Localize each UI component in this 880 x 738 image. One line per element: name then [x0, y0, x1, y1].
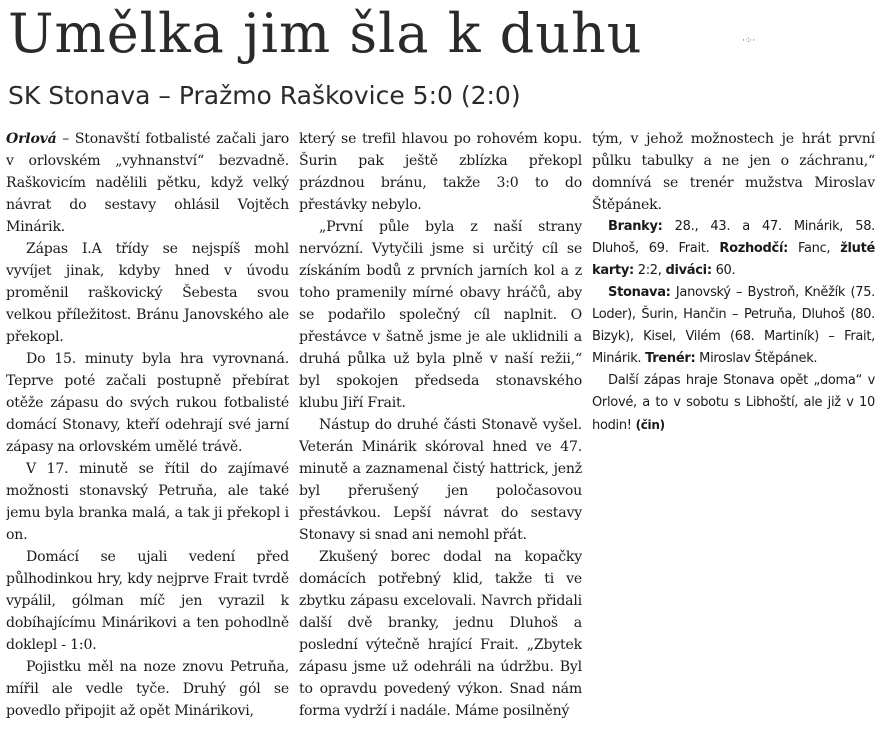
match-info-box [592, 216, 875, 437]
paragraph-8: Nástup do druhé části Stonavě vyšel. Veterán Minárik skóroval hned ve 47. minutě a zaznamenal čistý hattrick, jenž byl přerušený jen poločasovou přestávkou. Lepší návrat do sestavy Stonavy si snad ani nemohl přát. [299, 417, 582, 543]
paragraph-1-text: – Stonavští fotbalisté začali jaro v orlovském „vyhnanství“ bezvadně. Raškovicím nadělili pětku, když velký návrat do sestavy ohlásil Vojtěch Minárik. [6, 131, 289, 235]
referee-label: Rozhodčí: [719, 241, 789, 256]
spectators-text: 60. [711, 263, 736, 278]
article-body [6, 128, 876, 734]
paragraph-1 [6, 128, 289, 238]
headline: Umělka jim šla k duhu [8, 2, 643, 65]
lineup-label: Stonava: [608, 285, 671, 300]
paragraph-7: „První půle byla z naší strany nervózní. Vytyčili jsme si určitý cíl se získáním bodů z prvních jarních kol a z toho pramenily mírné obavy hráčů, aby se podařilo společný cíl naplnit. O přestávce v šatně jsme je ale uklidnili a druhá půlka už byla plně v naší režii,“ byl spokojen předseda stonavského klubu Jiří Frait. [299, 219, 582, 411]
referee-text: Fanc, [788, 241, 841, 256]
paragraph-3: Do 15. minuty byla hra vyrovnaná. Teprve poté začali postupně přebírat otěže zápasu do svých rukou fotbalisté domácí Stonavy, kteří odehrají své jarní zápasy na orlovském umělé trávě. [6, 351, 289, 455]
goals-label: Branky: [608, 219, 663, 234]
dateline: Orlová [6, 131, 57, 147]
coach-label: Trenér: [645, 351, 696, 366]
paragraph-6: který se trefil hlavou po rohovém kopu. Šurin pak ještě zblízka překopl prázdnou bránu, takže 3:0 to do přestávky nebylo. [299, 131, 582, 213]
yellow-cards-text: 2:2, [633, 263, 666, 278]
next-match-note [592, 370, 875, 437]
paragraph-9: Zkušený borec dodal na kopačky domácích potřebný klid, takže ti ve zbytku zápasu excelovali. Navrch přidali další dvě branky, jednu Dluhoš a poslední výtečně hrající Frait. „Zbytek zápasu jsme už odehráli na údržbu. Byl to opravdu povedený výkon. Snad nám forma vydrží i nadále. Máme posilněný [299, 549, 582, 719]
yellow-cards-label: žluté karty: [592, 241, 875, 278]
paragraph-5: Domácí se ujali vedení před půlhodinkou hry, kdy nejprve Frait tvrdě vypálil, gólman míč jen vyrazil k dobíhajícímu Minárikovi a ten pohodlně doklepl - 1:0. [6, 549, 289, 653]
author-signature: (čin) [635, 418, 665, 432]
column-2 [299, 128, 582, 734]
next-match-text: Další zápas hraje Stonava opět „doma“ v Orlové, a to v sobotu s Libhoští, ale již v 10 hodin! [592, 373, 875, 433]
print-speck: ·⁘· [742, 36, 756, 46]
spectators-label: diváci: [665, 263, 712, 278]
paragraph-6: Pojistku měl na noze znovu Petruňa, mířil ale vedle tyče. Druhý gól se povedlo připojit až opět Minárikovi, [6, 659, 289, 719]
paragraph-4: V 17. minutě se řítil do zajímavé možnosti stonavský Petruňa, ale také jemu byla branka malá, a tak ji překopl i on. [6, 461, 289, 543]
match-info-summary [592, 216, 875, 282]
coach-text: Miroslav Štěpánek. [695, 351, 818, 366]
column-3 [592, 128, 875, 734]
column-1 [6, 128, 289, 734]
goals-text: 28., 43. a 47. Minárik, 58. Dluhoš, 69. Frait. [592, 219, 875, 256]
subheadline: SK Stonava – Pražmo Raškovice 5:0 (2:0) [8, 81, 521, 110]
paragraph-9: tým, v jehož možnostech je hrát první půlku tabulky a ne jen o záchranu,“ domnívá se trenér mužstva Miroslav Štěpánek. [592, 131, 875, 213]
lineup-text: Janovský – Bystroň, Kněžík (75. Loder), Šurin, Hančin – Petruňa, Dluhoš (80. Bizyk), Kisel, Vilém (68. Martiník) – Frait, Minárik. [592, 285, 875, 366]
paragraph-2: Zápas I.A třídy se nejspíš mohl vyvíjet jinak, kdyby hned v úvodu proměnil raškovický Šebesta svou velkou příležitost. Bránu Janovského ale překopl. [6, 241, 289, 345]
match-lineup [592, 282, 875, 370]
